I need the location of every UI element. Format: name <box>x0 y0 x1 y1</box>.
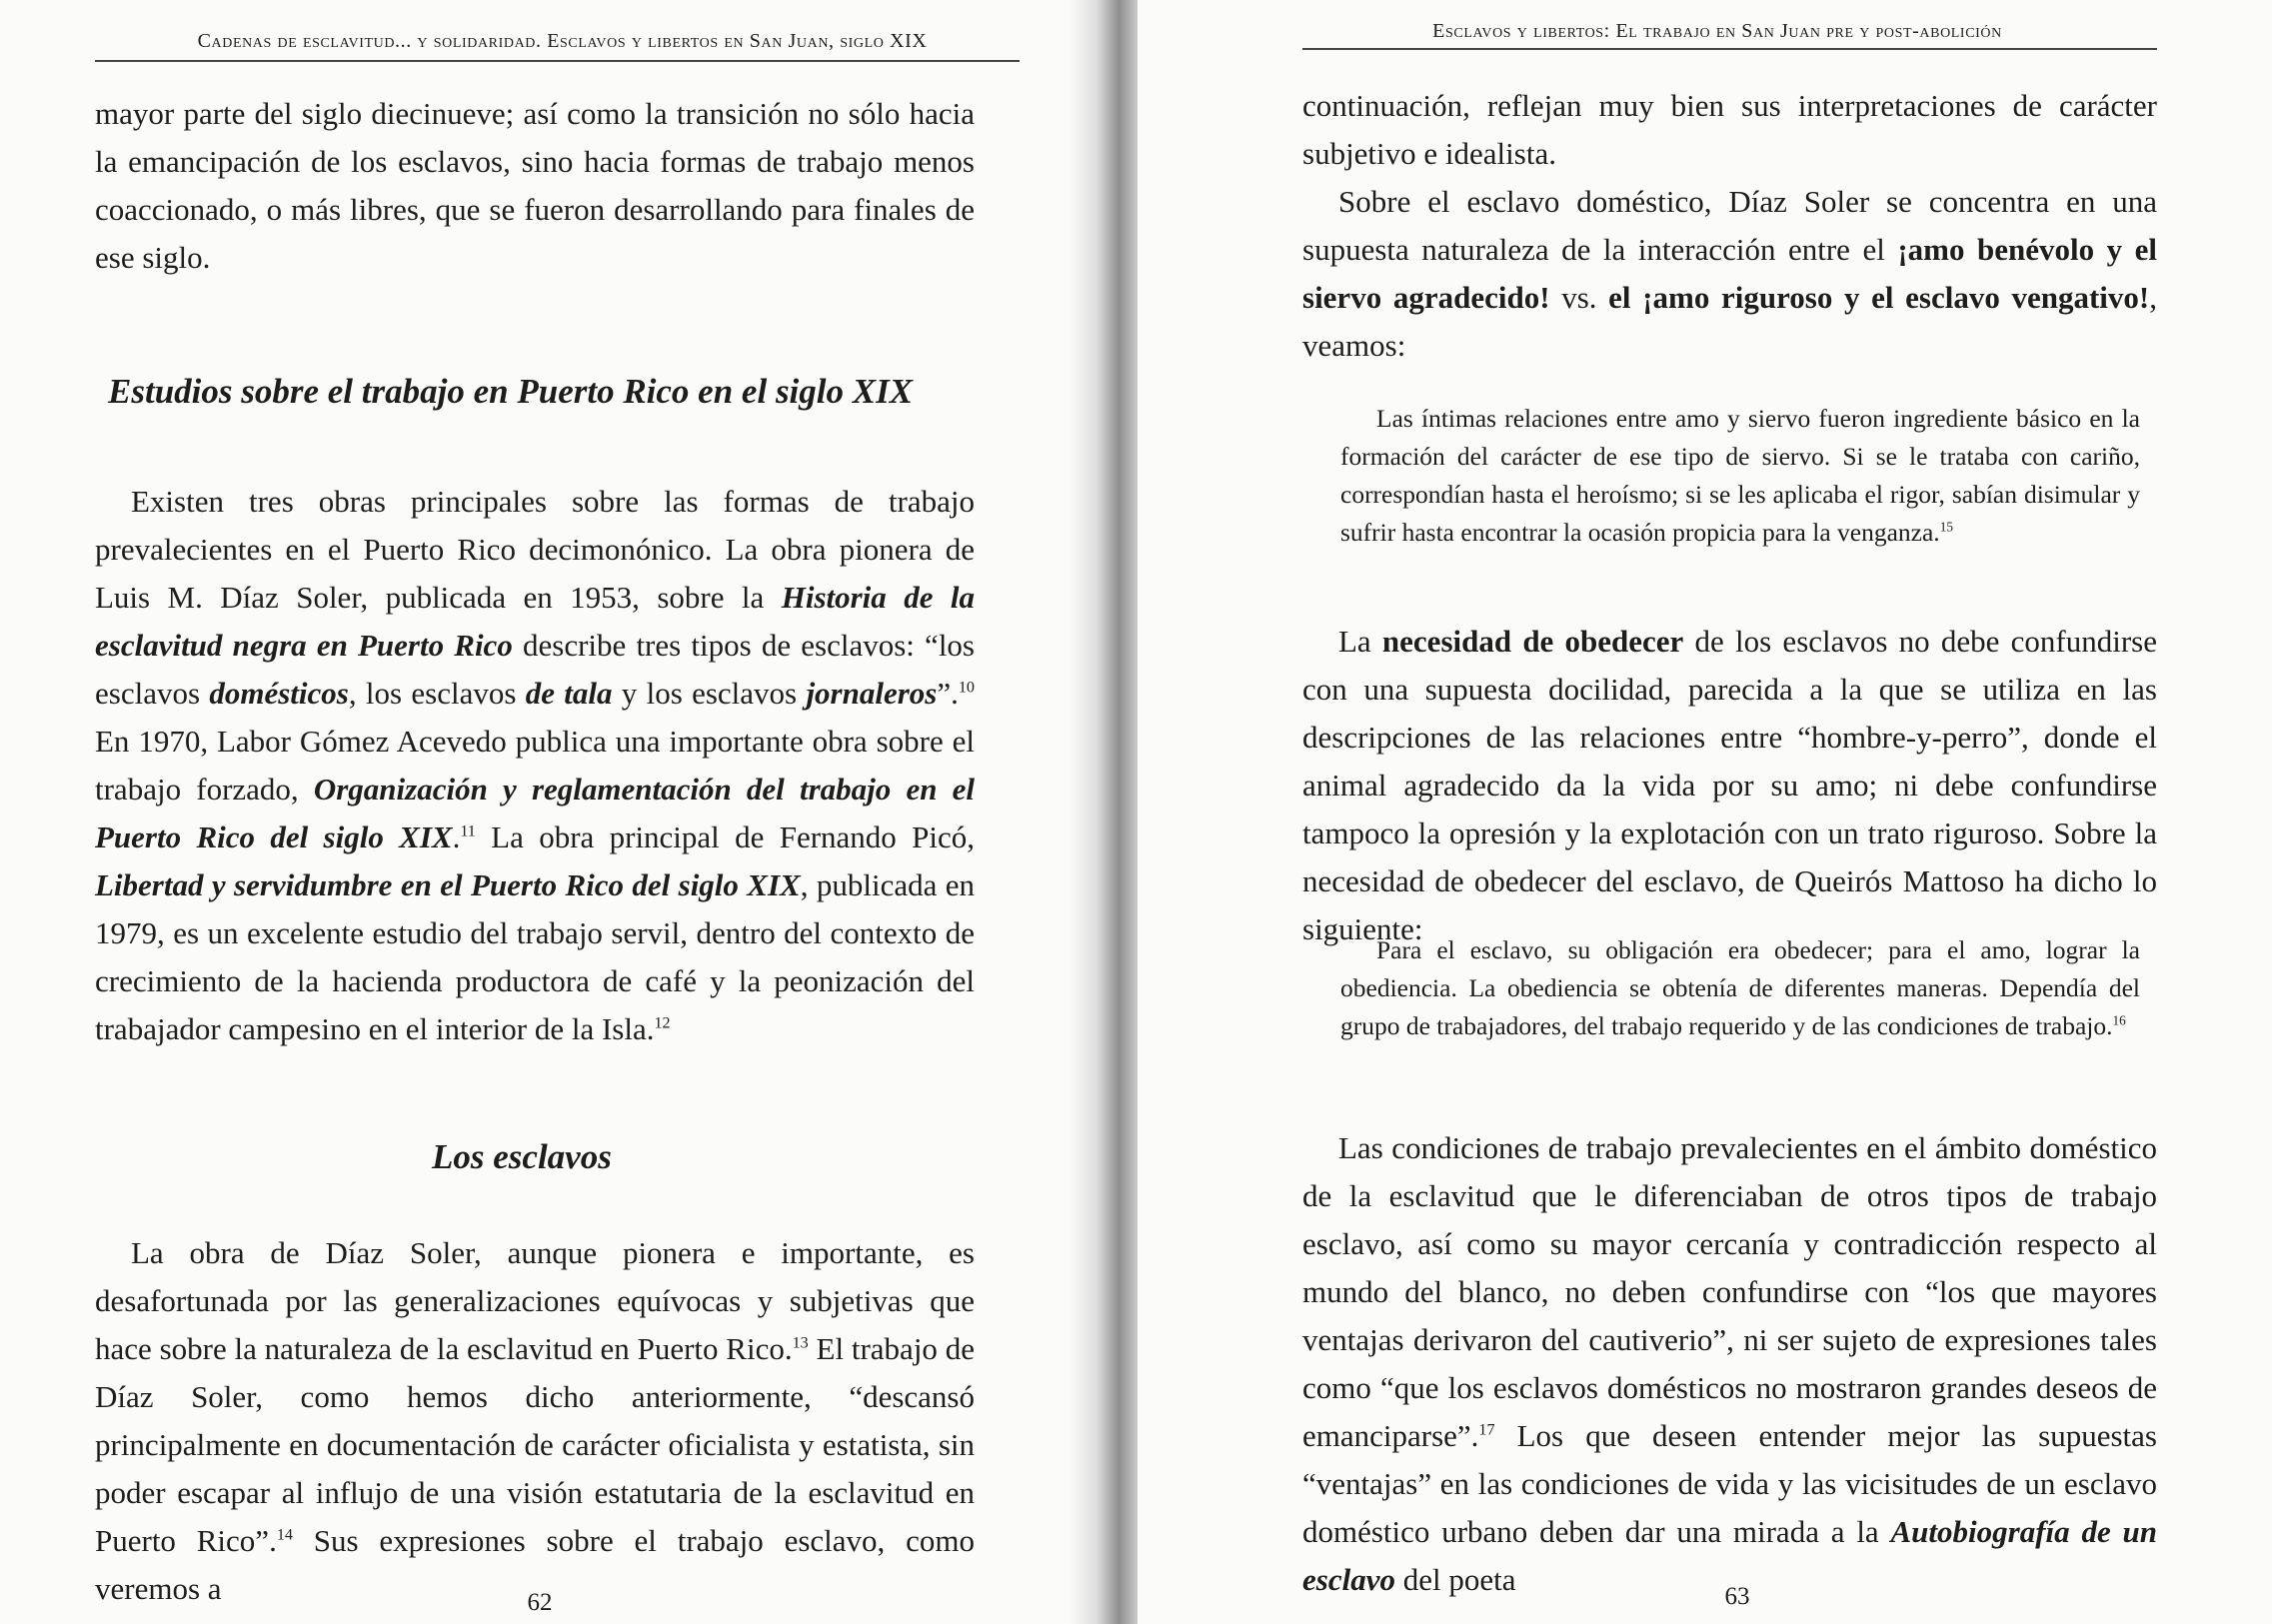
left-paragraph-diaz-soler <box>95 1229 975 1613</box>
text-run: Sobre el esclavo doméstico, Díaz Soler se concentra en una supuesta naturaleza de la interacción entre el <box>1302 184 2157 267</box>
right-head-rule <box>1302 48 2157 50</box>
text-run: Las condiciones de trabajo prevalecientes en el ámbito doméstico de la esclavitud que le diferenciaban de otros tipos de trabajo esclavo, así como su mayor cercanía y contradicción respecto al mundo del blanco, no deben confundirse con “los que mayores ventajas derivaron del cautiverio”, ni ser sujeto de expresiones tales como “que los esclavos domésticos no mostraron grandes deseos de emanciparse”. <box>1302 1130 2157 1453</box>
text-run: describe tres tipos de esclavos: “los esclavos <box>95 628 975 711</box>
text-run: Los que deseen entender mejor las supuestas “ventajas” en las condiciones de vida y las vicisitudes de un esclavo doméstico urbano deben dar una mirada a la <box>1302 1418 2157 1549</box>
footnote-ref-15: 15 <box>1939 519 1953 535</box>
term-de-tala: de tala <box>525 676 613 711</box>
emphasis-necesidad-de-obedecer: necesidad de obedecer <box>1381 624 1684 659</box>
footnote-ref-13: 13 <box>792 1334 809 1352</box>
text-run: En 1970, Labor Gómez Acevedo publica una importante obra sobre el trabajo forzado, <box>95 724 975 807</box>
right-paragraph-condiciones <box>1302 1124 2157 1604</box>
footnote-ref-11: 11 <box>460 822 476 840</box>
left-head-rule <box>95 60 1020 62</box>
text-run: . <box>452 819 461 854</box>
text-run: La obra de Díaz Soler, aunque pionera e importante, es desafortunada por las generalizaciones equívocas y subjetivas que hace sobre la naturaleza de la esclavitud en Puerto Rico. <box>95 1235 975 1366</box>
text-run: , publicada en 1979, es un excelente estudio del trabajo servil, dentro del contexto de crecimiento de la hacienda productora de café y la peonización del trabajador campesino en el interior de la Isla. <box>95 867 976 1046</box>
book-title-historia: Historia de la esclavitud negra en Puerto Rico <box>95 580 976 663</box>
footnote-ref-16: 16 <box>2112 1012 2126 1028</box>
text-run: de los esclavos no debe confundirse con una supuesta docilidad, parecida a la que se utiliza en las descripciones de las relaciones entre “hombre-y-perro”, donde el animal agradecido da la vida por su amo; ni debe confundirse tampoco la opresión y la explotación con un trato riguroso. Sobre la necesidad de obedecer del esclavo, de Queirós Mattoso ha dicho lo siguiente: <box>1302 624 2157 946</box>
term-jornaleros: jornaleros <box>806 676 938 711</box>
text-run: , veamos: <box>1302 280 2157 363</box>
left-page-number: 62 <box>527 1589 553 1616</box>
text-run: ”. <box>937 676 959 711</box>
block-quote-mattoso <box>1340 931 2140 1045</box>
right-running-head: Esclavos y libertos: El trabajo en San Juan pre y post-abolición <box>1432 20 2002 42</box>
block-quote-diaz-soler <box>1340 400 2140 552</box>
text-run: La obra principal de Fernando Picó, <box>475 819 975 854</box>
right-page <box>1137 0 2272 1624</box>
text-run: El trabajo de Díaz Soler, como hemos dicho anteriormente, “descansó principalmente en documentación de carácter oficialista y estatista, sin poder escapar al influjo de una visión estatutaria de la esclavitud en Puerto Rico”. <box>95 1331 975 1558</box>
book-title-autobiografia: Autobiografía de un esclavo <box>1302 1514 2157 1597</box>
term-domesticos: domésticos <box>209 676 349 711</box>
text-run: del poeta <box>1394 1562 1516 1597</box>
left-paragraph-obras <box>95 478 975 1053</box>
book-title-libertad: Libertad y servidumbre en el Puerto Rico del siglo XIX <box>95 867 801 902</box>
text-run: y los esclavos <box>612 676 807 711</box>
right-page-number: 63 <box>1724 1583 1750 1610</box>
book-title-organizacion: Organización y reglamentación del trabajo en el Puerto Rico del siglo XIX <box>95 772 975 854</box>
left-running-head: Cadenas de esclavitud... y solidaridad. Esclavos y libertos en San Juan, siglo XIX <box>197 30 928 52</box>
text-run: Existen tres obras principales sobre las formas de trabajo prevalecientes en el Puerto Rico decimonónico. La obra pionera de Luis M. Díaz Soler, publicada en 1953, sobre la <box>95 484 975 615</box>
left-page <box>0 0 1090 1624</box>
text-run: Sus expresiones sobre el trabajo esclavo, como veremos a <box>95 1523 976 1606</box>
section-heading-estudios: Estudios sobre el trabajo en Puerto Rico en el siglo XIX <box>108 372 914 411</box>
text-run: vs. <box>1549 280 1609 315</box>
quote-text: Las íntimas relaciones entre amo y siervo fueron ingrediente básico en la formación del carácter de ese tipo de siervo. Si se le trataba con cariño, correspondían hasta el heroísmo; si se les aplicaba el rigor, sabían disimular y sufrir hasta encontrar la ocasión propicia para la venganza. <box>1340 404 2140 547</box>
right-paragraph-obedecer <box>1302 618 2157 953</box>
footnote-ref-10: 10 <box>958 679 975 697</box>
right-continuation-paragraph: continuación, reflejan muy bien sus interpretaciones de carácter subjetivo e idealista. <box>1302 88 2157 171</box>
footnote-ref-17: 17 <box>1478 1421 1495 1439</box>
left-continuation-paragraph: mayor parte del siglo diecinueve; así como la transición no sólo hacia la emancipación de los esclavos, sino hacia formas de trabajo menos coaccionado, o más libres, que se fueron desarrollando para finales de ese siglo. <box>95 96 975 275</box>
emphasis-amo-riguroso: el ¡amo riguroso y el esclavo vengativo! <box>1608 280 2150 315</box>
right-paragraph-domestico <box>1302 178 2157 370</box>
quote-text: Para el esclavo, su obligación era obedecer; para el amo, lograr la obediencia. La obediencia se obtenía de diferentes maneras. Dependía del grupo de trabajadores, del trabajo requerido y de las condiciones de trabajo. <box>1340 935 2140 1040</box>
footnote-ref-14: 14 <box>276 1526 293 1544</box>
footnote-ref-12: 12 <box>654 1014 671 1032</box>
text-run: La <box>1338 624 1382 659</box>
emphasis-amo-benevolo: ¡amo benévolo y el siervo agradecido! <box>1302 232 2157 315</box>
section-heading-los-esclavos: Los esclavos <box>432 1137 612 1176</box>
text-run: , los esclavos <box>348 676 526 711</box>
